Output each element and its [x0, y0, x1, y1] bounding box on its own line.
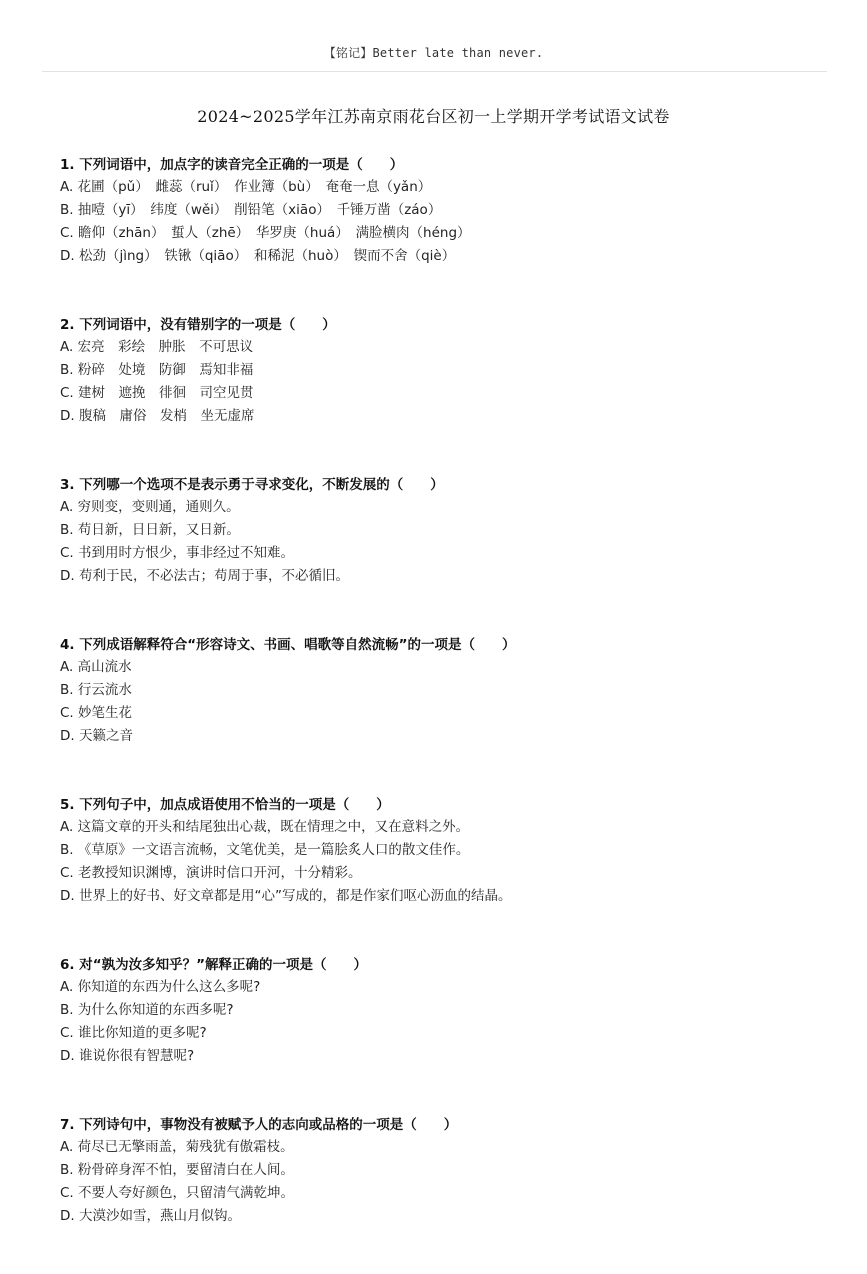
page-header: 【铭记】Better late than never.: [323, 46, 544, 60]
question-2: [60, 314, 840, 428]
question-list: [60, 154, 840, 1274]
option-c: C. 老教授知识渊博，演讲时信口开河，十分精彩。: [60, 865, 362, 881]
option-d: D. 谁说你很有智慧呢?: [60, 1048, 195, 1064]
question-6: [60, 954, 840, 1068]
document-title: 2024~2025学年江苏南京雨花台区初一上学期开学考试语文试卷: [197, 107, 670, 126]
question-4: [60, 634, 840, 748]
option-b: B. 苟日新，日日新，又日新。: [60, 522, 240, 538]
option-d: D. 大漠沙如雪，燕山月似钩。: [60, 1208, 241, 1224]
option-a: A. 这篇文章的开头和结尾独出心裁，既在情理之中，又在意料之外。: [60, 819, 470, 835]
question-5: [60, 794, 840, 908]
option-c: C. 书到用时方恨少，事非经过不知难。: [60, 545, 295, 561]
option-b: B. 行云流水: [60, 682, 132, 698]
option-d: D. 世界上的好书、好文章都是用“心”写成的，都是作家们呕心沥血的结晶。: [60, 888, 512, 904]
question-stem: 3. 下列哪一个选项不是表示勇于寻求变化，不断发展的（ ）: [60, 477, 444, 493]
option-c: C. 瞻仰（zhān） 蜇人（zhē） 华罗庚（huá） 满脸横肉（héng）: [60, 225, 471, 241]
question-stem: 6. 对“孰为汝多知乎？”解释正确的一项是（ ）: [60, 957, 367, 973]
option-a: A. 宏亮 彩绘 肿胀 不可思议: [60, 339, 254, 355]
option-b: B. 抽噎（yī） 纬度（wěi） 削铅笔（xiāo） 千锤万凿（záo）: [60, 202, 442, 218]
option-b: B. 《草原》一文语言流畅，文笔优美，是一篇脍炙人口的散文佳作。: [60, 842, 470, 858]
option-a: A. 穷则变，变则通，通则久。: [60, 499, 240, 515]
question-3: [60, 474, 840, 588]
question-1: [60, 154, 840, 268]
question-stem: 7. 下列诗句中，事物没有被赋予人的志向或品格的一项是（ ）: [60, 1117, 458, 1133]
option-c: C. 建树 遮挽 徘徊 司空见贯: [60, 385, 254, 401]
option-c: C. 妙笔生花: [60, 705, 133, 721]
option-d: D. 松劲（jìng） 铁锹（qiāo） 和稀泥（huò） 锲而不舍（qiè）: [60, 248, 456, 264]
question-stem: 5. 下列句子中，加点成语使用不恰当的一项是（ ）: [60, 797, 390, 813]
option-a: A. 荷尽已无擎雨盖，菊残犹有傲霜枝。: [60, 1139, 294, 1155]
option-c: C. 谁比你知道的更多呢?: [60, 1025, 207, 1041]
option-d: D. 腹稿 庸俗 发梢 坐无虚席: [60, 408, 255, 424]
option-a: A. 高山流水: [60, 659, 132, 675]
option-d: D. 天籁之音: [60, 728, 133, 744]
option-c: C. 不要人夸好颜色，只留清气满乾坤。: [60, 1185, 295, 1201]
option-a: A. 你知道的东西为什么这么多呢?: [60, 979, 261, 995]
option-b: B. 为什么你知道的东西多呢?: [60, 1002, 234, 1018]
option-b: B. 粉碎 处境 防御 焉知非福: [60, 362, 254, 378]
question-7: [60, 1114, 840, 1228]
question-stem: 2. 下列词语中，没有错别字的一项是（ ）: [60, 317, 336, 333]
question-stem: 4. 下列成语解释符合“形容诗文、书画、唱歌等自然流畅”的一项是（ ）: [60, 637, 516, 653]
question-stem: 1. 下列词语中，加点字的读音完全正确的一项是（ ）: [60, 157, 404, 173]
option-d: D. 苟利于民，不必法古；苟周于事，不必循旧。: [60, 568, 349, 584]
option-b: B. 粉骨碎身浑不怕，要留清白在人间。: [60, 1162, 294, 1178]
header-divider: [42, 71, 827, 72]
option-a: A. 花圃（pǔ） 雌蕊（ruǐ） 作业簿（bù） 奄奄一息（yǎn）: [60, 179, 432, 195]
